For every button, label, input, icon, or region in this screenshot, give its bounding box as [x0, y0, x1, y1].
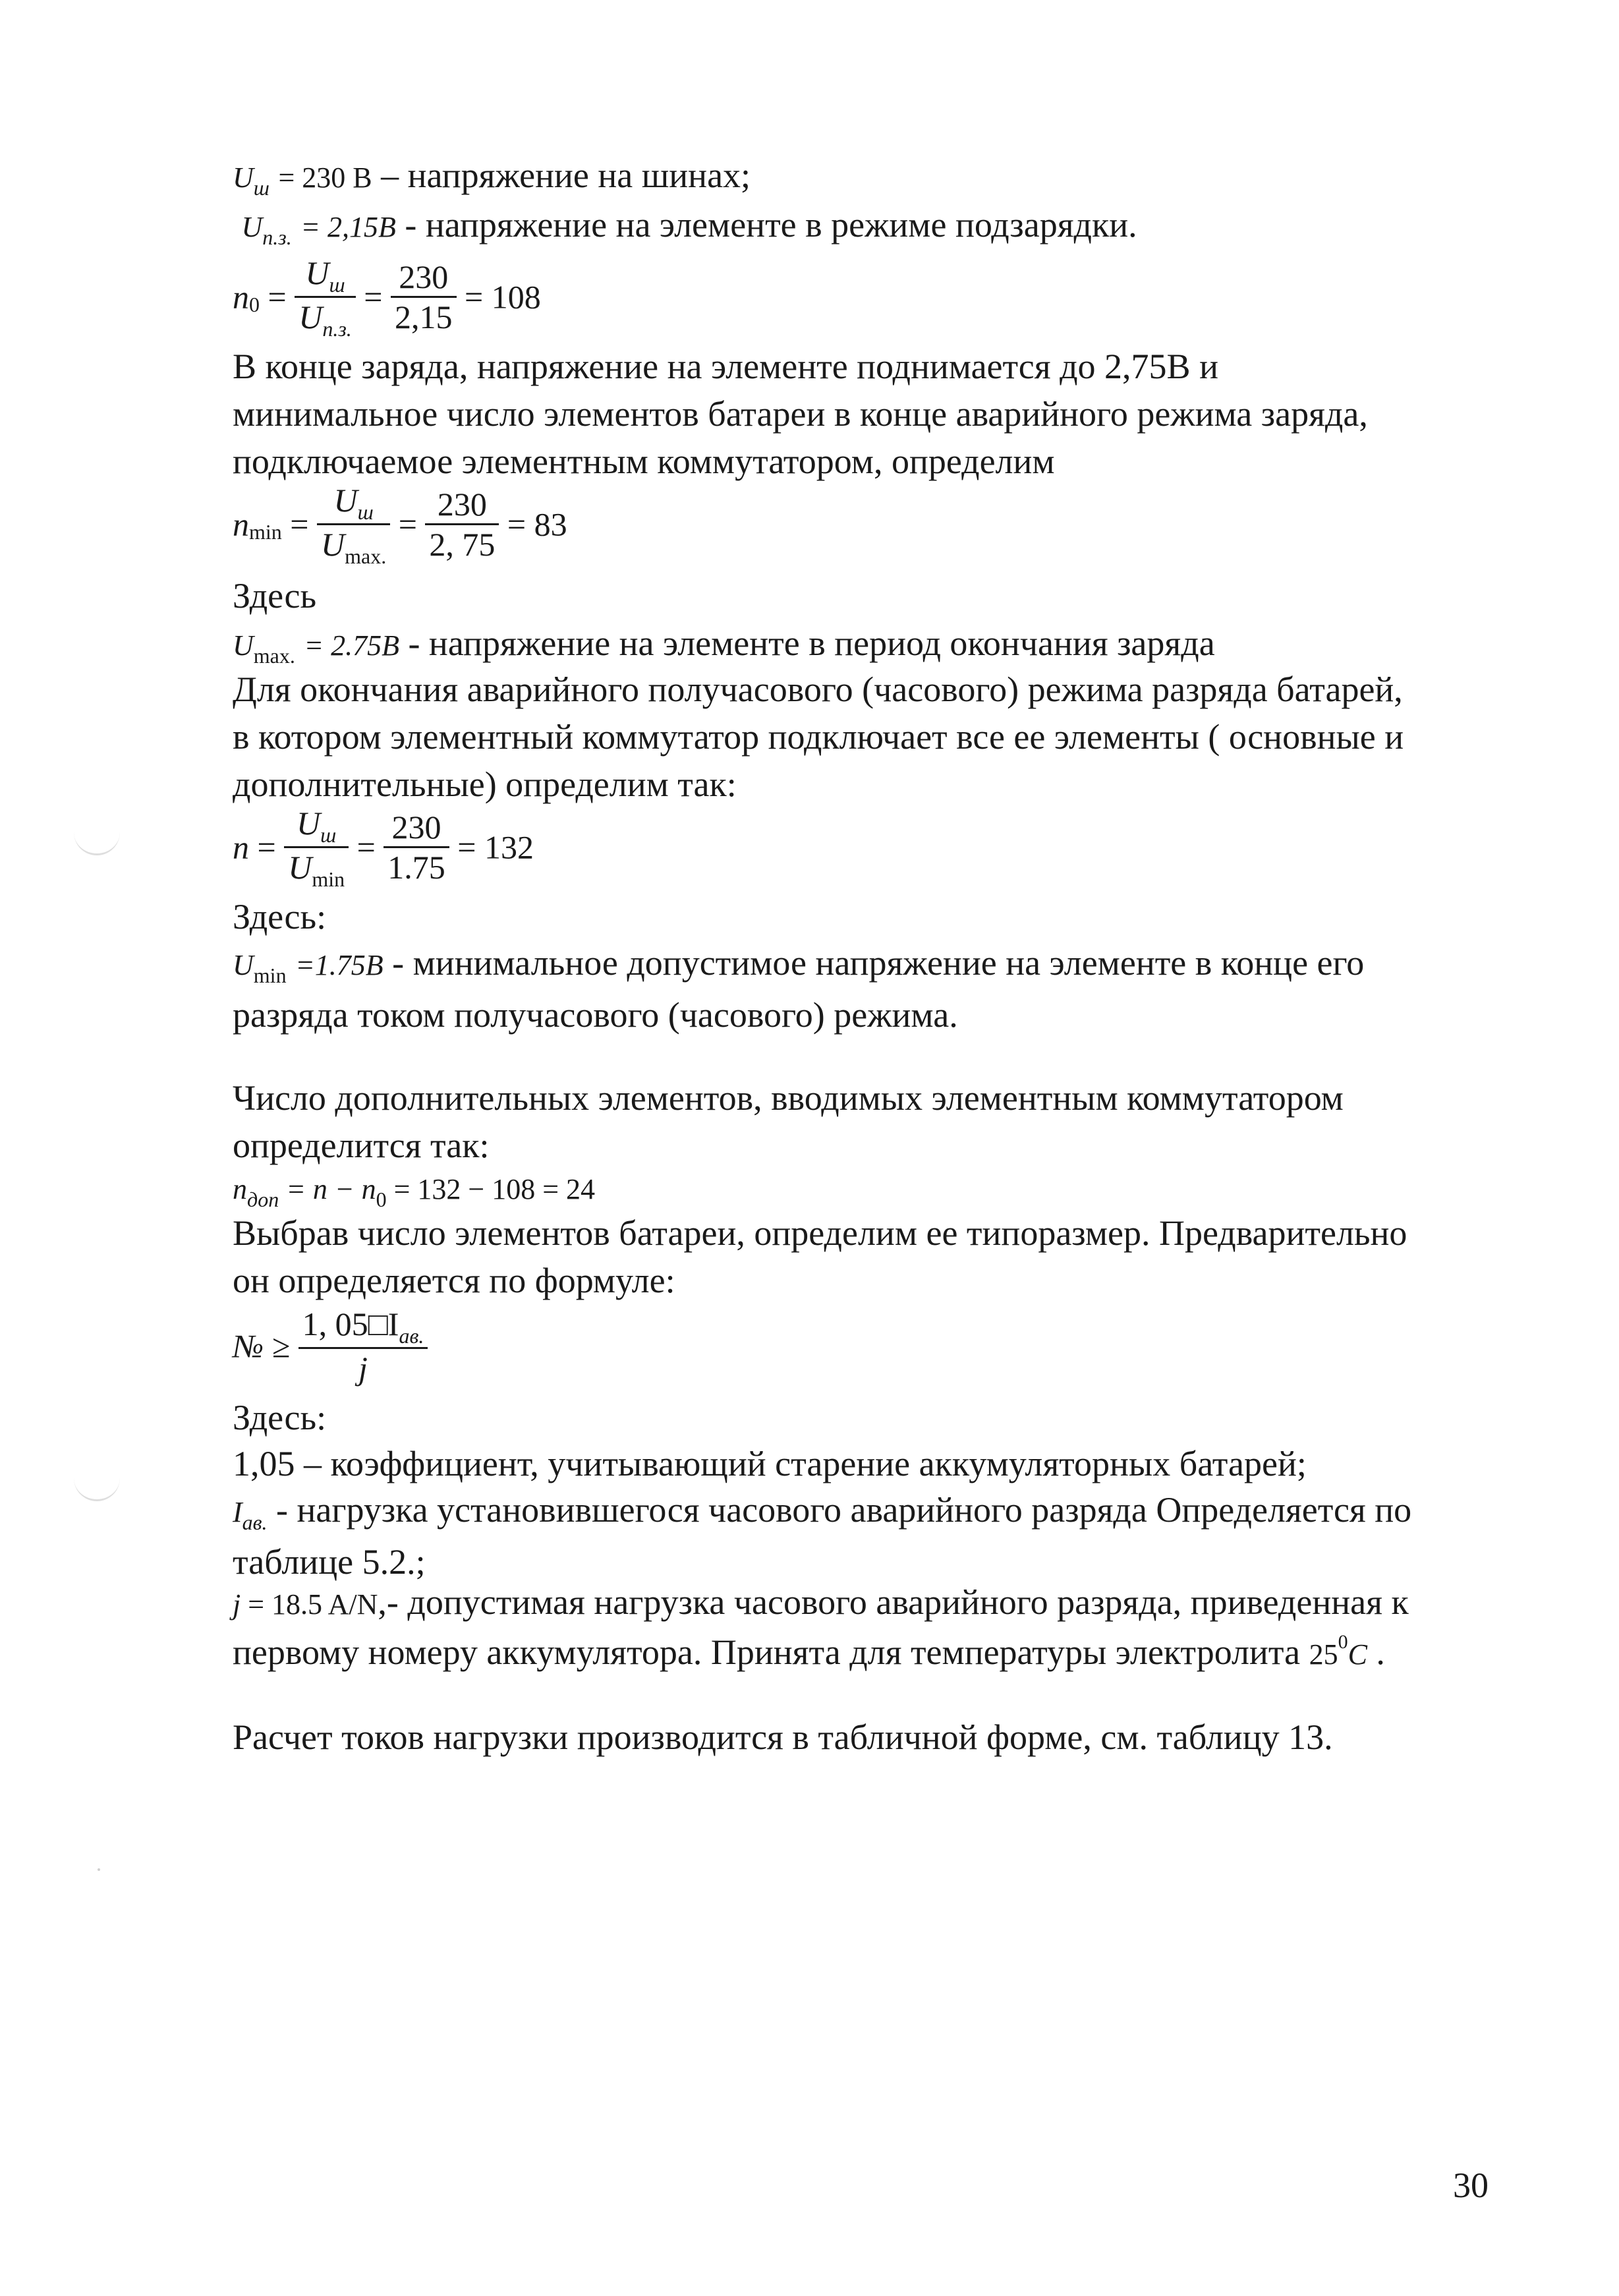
fraction: $\frac{230}{1.75}$: [383, 808, 449, 886]
line-coefficient: 1,05 – коэффициент, учитывающий старение аккумуляторных батарей;: [233, 1444, 1307, 1483]
fraction: $\frac{U_ш}{U_{п.з.}}$: [295, 254, 356, 340]
formula-n: n = $\frac{U_ш}{U_{min}}$ = $\frac{230}{1.75}$ = 132: [233, 805, 534, 891]
formula-nmin: $n_{min}$ = $\frac{U_ш}{U_{max.}}$ = $\frac{230}{2, 75}$ = 83: [233, 482, 567, 568]
fraction: $\frac{U_ш}{U_{min}}$: [284, 804, 349, 890]
fraction: $\frac{U_ш}{U_{max.}}$: [317, 481, 390, 567]
label-zdes: Здесь:: [233, 1398, 327, 1437]
formula-n0: $n_0$ = $\frac{U_ш}{U_{п.з.}}$ = $\frac{230}{2,15}$ = 108: [233, 254, 541, 341]
formula-ndop: $n_{доп} = n - n_0 = 132 - 108 = 24$: [233, 1173, 596, 1211]
line-umin: $U_{min} =1.75B$ - минимальное допустимое напряжение на элементе в конце его разряда током получасового (часового) режима.: [233, 943, 1365, 1035]
fraction: $\frac{230}{2, 75}$: [425, 485, 499, 563]
label-zdes: Здесь:: [233, 897, 327, 936]
scan-punch-mark: [74, 827, 120, 855]
label-zdes: Здесь: [233, 576, 317, 616]
line-iav: $I_{ав.}$ - нагрузка установившегося часового аварийного разряда Определяется по таблице 5.2.;: [233, 1490, 1412, 1582]
line-j: j = 18.5 A/N,- допустимая нагрузка часового аварийного разряда, приведенная к первому номеру аккумулятора. Принята для температуры электролита $25^0C$ .: [233, 1582, 1409, 1672]
line-float-voltage: $U_{п.з.} = 2,15B$ - напряжение на элементе в режиме подзарядки.: [241, 205, 1137, 249]
paragraph-battery-size: Выбрав число элементов батареи, определим ее типоразмер. Предварительно он определяется по формуле:: [233, 1213, 1407, 1300]
paragraph-emergency-discharge: Для окончания аварийного получасового (часового) режима разряда батарей, в котором элементный коммутатор подключает все ее элементы ( основные и дополнительные) определим так:: [233, 670, 1404, 804]
formula-battery-number: № ≥ $\frac{1, 05□I_{ав.}}{j}$: [233, 1305, 428, 1387]
fraction: $\frac{1, 05□I_{ав.}}{j}$: [298, 1305, 428, 1387]
paragraph-extra-cells: Число дополнительных элементов, вводимых элементным коммутатором определится так:: [233, 1078, 1344, 1165]
fraction: $\frac{230}{2,15}$: [391, 258, 457, 336]
line-busbar-voltage: $U_ш = 230$ В – напряжение на шинах;: [233, 156, 751, 200]
scan-punch-mark: [74, 1473, 120, 1501]
page-number: 30: [1453, 2166, 1489, 2205]
paragraph-charge-end: В конце заряда, напряжение на элементе поднимается до 2,75В и минимальное число элементов батареи в конце аварийного режима заряда, подключаемое элементным коммутатором, определим: [233, 347, 1368, 481]
paragraph-load-calculation: Расчет токов нагрузки производится в табличной форме, см. таблицу 13.: [233, 1717, 1333, 1757]
line-umax: $U_{max.} = 2.75B$ - напряжение на элементе в период окончания заряда: [233, 623, 1215, 668]
scan-speck: [98, 1868, 100, 1871]
